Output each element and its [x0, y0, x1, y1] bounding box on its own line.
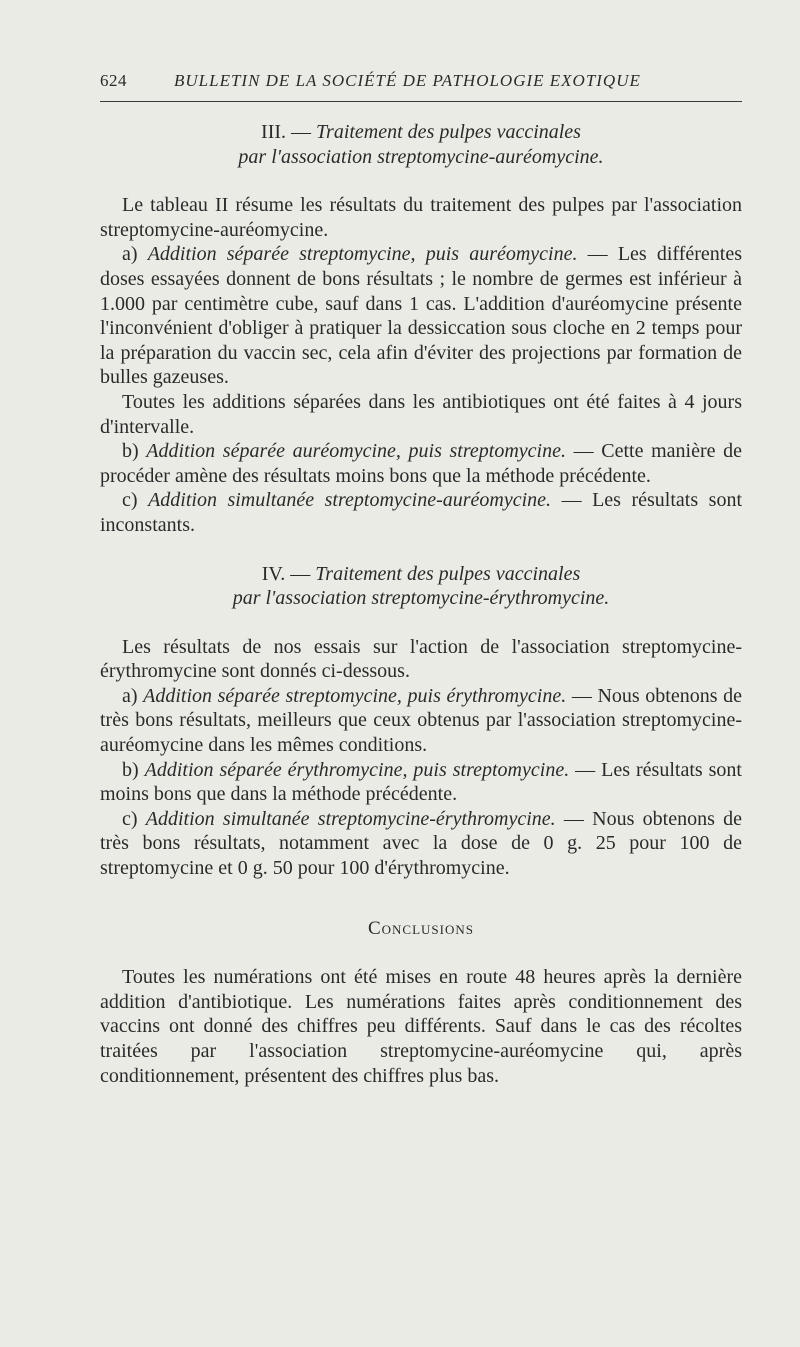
- section-3-title-line1: Traitement des pulpes vaccinales: [316, 121, 581, 143]
- section-4-title-line2: par l'association streptomycine-érythromycine.: [232, 587, 610, 610]
- item-label: c): [122, 807, 146, 830]
- page-number: 624: [100, 71, 127, 90]
- item-label: b): [122, 440, 147, 463]
- section-3-title: [100, 120, 742, 169]
- journal-title: BULLETIN DE LA SOCIÉTÉ DE PATHOLOGIE EXOTIQUE: [174, 71, 641, 90]
- article-body: [100, 120, 742, 1088]
- section-4-item-b: [100, 758, 742, 807]
- section-3-number: III. —: [261, 121, 317, 143]
- item-title: Addition séparée streptomycine, puis auréomycine.: [147, 243, 578, 266]
- item-label: a): [122, 684, 144, 707]
- section-3-note: Toutes les additions séparées dans les antibiotiques ont été faites à 4 jours d'intervalle.: [100, 390, 742, 438]
- section-3-title-line2: par l'association streptomycine-auréomycine.: [238, 145, 604, 168]
- header-rule: [100, 101, 742, 102]
- item-text: — Les résultats sont moins bons que dans la méthode précédente.: [100, 758, 742, 806]
- section-4-item-c: [100, 807, 742, 881]
- section-4-item-a: [100, 684, 742, 758]
- item-title: Addition simultanée streptomycine-auréomycine.: [148, 489, 552, 512]
- item-title: Addition séparée érythromycine, puis streptomycine.: [144, 758, 570, 781]
- item-title: Addition séparée streptomycine, puis érythromycine.: [143, 684, 567, 707]
- item-text: — Nous obtenons de très bons résultats, meilleurs que ceux obtenus par l'association streptomycine-auréomycine dans les mêmes conditions.: [100, 684, 742, 757]
- item-label: b): [122, 758, 145, 781]
- conclusions-heading: Conclusions: [367, 917, 474, 939]
- item-label: a): [122, 243, 148, 266]
- item-text: — Nous obtenons de très bons résultats, notamment avec la dose de 0 g. 25 pour 100 de streptomycine et 0 g. 50 pour 100 d'érythromycine.: [100, 807, 742, 880]
- conclusions-text: Toutes les numérations ont été mises en route 48 heures après la dernière addition d'antibiotique. Les numérations faites après conditionnement des vaccins ont donné des chiffres peu différents. Sauf dans le cas des récoltes traitées par l'association streptomycine-auréomycine qui, après conditionnement, présentent des chiffres plus bas.: [100, 966, 742, 1087]
- item-text: — Les différentes doses essayées donnent de bons résultats ; le nombre de germes est inférieur à 1.000 par centimètre cube, sauf dans 1 cas. L'addition d'auréomycine présente l'inconvénient d'obliger à pratiquer la dessiccation sous cloche en 2 temps pour la préparation du vaccin sec, cela afin d'éviter des projections par formation de bulles gazeuses.: [100, 243, 742, 389]
- section-3-item-a: [100, 242, 742, 390]
- section-3-item-b: [100, 439, 742, 488]
- item-text: — Les résultats sont inconstants.: [100, 489, 742, 536]
- item-title: Addition séparée auréomycine, puis streptomycine.: [146, 440, 566, 463]
- section-4-intro: Les résultats de nos essais sur l'action de l'association streptomycine-érythromycine sont donnés ci-dessous.: [100, 635, 742, 683]
- item-label: c): [122, 489, 149, 512]
- section-3-intro: Le tableau II résume les résultats du traitement des pulpes par l'association streptomycine-auréomycine.: [100, 194, 742, 241]
- section-4-title-line1: Traitement des pulpes vaccinales: [315, 562, 581, 585]
- section-3-item-c: [100, 488, 742, 537]
- section-4-number: IV. —: [261, 562, 316, 585]
- section-4-title: [100, 562, 742, 611]
- item-text: — Cette manière de procéder amène des résultats moins bons que la méthode précédente.: [100, 440, 742, 487]
- item-title: Addition simultanée streptomycine-érythromycine.: [145, 807, 556, 830]
